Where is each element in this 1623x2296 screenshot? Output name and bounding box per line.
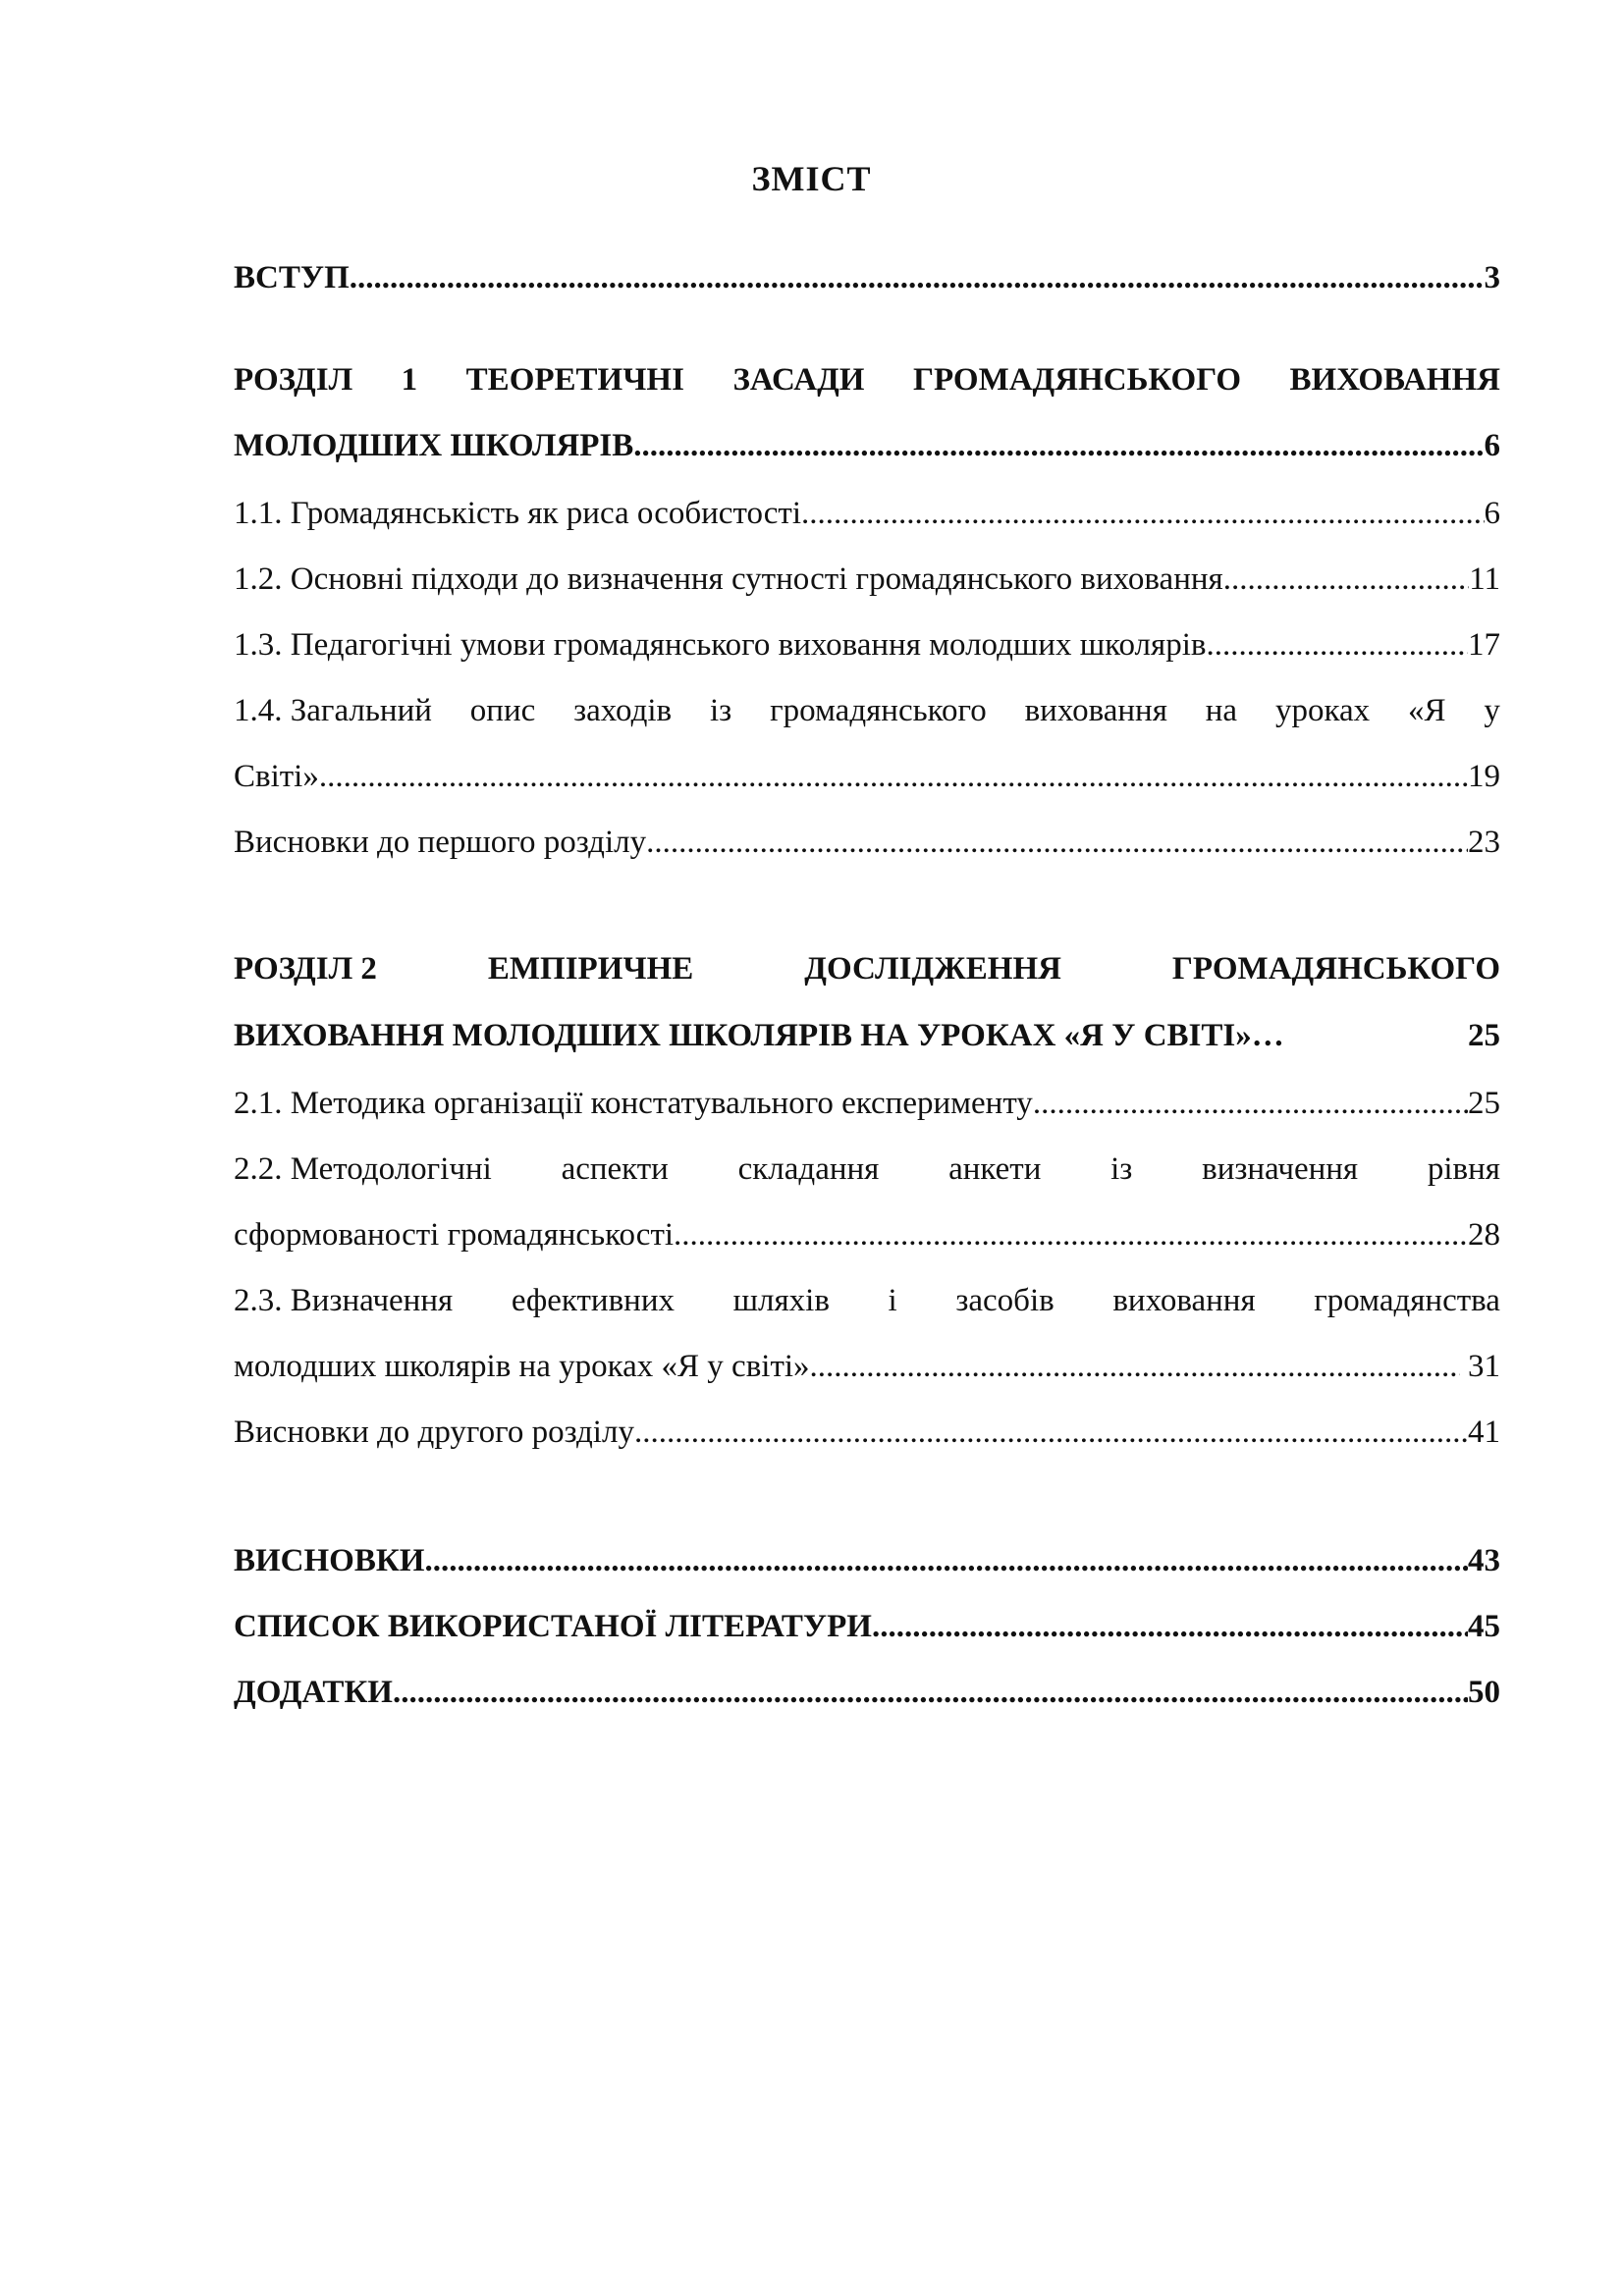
- toc-word: громадянства: [1314, 1283, 1500, 1318]
- toc-entry-chapter1-conclusions[interactable]: [234, 819, 1500, 866]
- toc-entry-label: 2.1. Методика організації констатувального експерименту: [234, 1086, 1033, 1121]
- toc-page-number: 43: [1468, 1543, 1500, 1578]
- toc-word: анкети: [948, 1151, 1042, 1187]
- toc-entry-chapter2-conclusions[interactable]: [234, 1409, 1500, 1456]
- toc-entry-2-3-line2[interactable]: [234, 1343, 1500, 1390]
- dot-leader: [872, 1603, 1468, 1650]
- toc-word: складання: [737, 1151, 880, 1187]
- toc-entry-1-4-line1[interactable]: [234, 687, 1500, 734]
- toc-page-number: 3: [1484, 260, 1500, 295]
- toc-chapter1-title-line1[interactable]: [234, 356, 1500, 403]
- toc-word: ЗАСАДИ: [732, 362, 865, 398]
- toc-entry-label: ВИХОВАННЯ МОЛОДШИХ ШКОЛЯРІВ НА УРОКАХ «Я У СВІТІ»…: [234, 1018, 1284, 1053]
- dot-leader: [350, 254, 1485, 301]
- toc-word: на: [1205, 693, 1238, 728]
- toc-word: ЕМПІРИЧНЕ: [487, 951, 694, 987]
- dot-leader: [646, 819, 1468, 866]
- toc-entry-label: ВИСНОВКИ: [234, 1543, 425, 1578]
- toc-entry-intro[interactable]: [234, 254, 1500, 301]
- toc-page-number: 23: [1468, 825, 1500, 860]
- dot-leader: [801, 490, 1485, 537]
- toc-entry-2-2-line2[interactable]: [234, 1211, 1500, 1258]
- toc-entry-label: сформованості громадянськості: [234, 1217, 675, 1253]
- toc-word: ГРОМАДЯНСЬКОГО: [1171, 951, 1500, 987]
- toc-word: заходів: [573, 693, 673, 728]
- toc-word: засобів: [955, 1283, 1055, 1318]
- toc-chapter2-title-line2[interactable]: [234, 1012, 1500, 1059]
- dot-leader: [633, 422, 1484, 469]
- toc-chapter1-title-line2[interactable]: [234, 422, 1500, 469]
- dot-leader: [424, 1537, 1468, 1584]
- toc-page-number: 28: [1468, 1217, 1500, 1253]
- toc-entry-label: 1.1. Громадянськість як риса особистості: [234, 496, 801, 531]
- toc-page-number: 6: [1484, 428, 1500, 463]
- toc-entry-1-3[interactable]: [234, 621, 1500, 668]
- toc-word: визначення: [1202, 1151, 1359, 1187]
- toc-page-number: 6: [1484, 496, 1500, 531]
- toc-word: рівня: [1427, 1151, 1500, 1187]
- dot-leader: [319, 753, 1468, 800]
- toc-word: 1.4. Загальний: [234, 693, 432, 728]
- toc-entry-1-2[interactable]: [234, 556, 1500, 603]
- toc-entry-2-2-line1[interactable]: [234, 1146, 1500, 1193]
- toc-word: 2.3. Визначення: [234, 1283, 454, 1318]
- toc-chapter2-title-line1[interactable]: [234, 945, 1500, 992]
- toc-entry-label: 1.3. Педагогічні умови громадянського виховання молодших школярів: [234, 627, 1207, 663]
- toc-word: виховання: [1024, 693, 1167, 728]
- toc-page-number: 31: [1459, 1349, 1500, 1384]
- toc-page-number: 17: [1468, 627, 1500, 663]
- toc-word: 1: [401, 362, 418, 398]
- toc-word: із: [1110, 1151, 1133, 1187]
- toc-word: виховання: [1112, 1283, 1256, 1318]
- dot-leader: [674, 1211, 1468, 1258]
- toc-word: аспекти: [561, 1151, 669, 1187]
- toc-entry-label: молодших школярів на уроках «Я у світі»: [234, 1349, 810, 1384]
- toc-entry-label: Висновки до другого розділу: [234, 1415, 634, 1450]
- toc-page-number: 25: [1468, 1086, 1500, 1121]
- toc-entry-label: МОЛОДШИХ ШКОЛЯРІВ: [234, 428, 634, 463]
- toc-page-number: 50: [1468, 1675, 1500, 1710]
- toc-page-number: 41: [1468, 1415, 1500, 1450]
- toc-word: у: [1484, 693, 1500, 728]
- toc-entry-2-3-line1[interactable]: [234, 1277, 1500, 1324]
- toc-word: ДОСЛІДЖЕННЯ: [804, 951, 1061, 987]
- dot-leader: [1033, 1080, 1468, 1127]
- toc-word: ТЕОРЕТИЧНІ: [465, 362, 684, 398]
- toc-entry-1-1[interactable]: [234, 490, 1500, 537]
- toc-word: «Я: [1408, 693, 1446, 728]
- toc-entry-conclusions[interactable]: [234, 1537, 1500, 1584]
- toc-page-number: 11: [1469, 561, 1500, 597]
- toc-entry-label: Світі»: [234, 759, 319, 794]
- toc-entry-label: Висновки до першого розділу: [234, 825, 647, 860]
- dot-leader: [810, 1343, 1460, 1390]
- toc-page-number: 25: [1468, 1018, 1500, 1053]
- toc-word: ВИХОВАННЯ: [1289, 362, 1500, 398]
- toc-word: 2.2. Методологічні: [234, 1151, 492, 1187]
- toc-word: із: [710, 693, 732, 728]
- toc-entry-references[interactable]: [234, 1603, 1500, 1650]
- toc-word: і: [888, 1283, 897, 1318]
- toc-page-number: 45: [1468, 1609, 1500, 1644]
- toc-word: уроках: [1274, 693, 1371, 728]
- dot-leader: [1206, 621, 1468, 668]
- toc-word: громадянського: [770, 693, 987, 728]
- dot-leader: [393, 1669, 1468, 1716]
- toc-page-number: 19: [1468, 759, 1500, 794]
- toc-entry-label: ВСТУП: [234, 260, 350, 295]
- dot-leader: [634, 1409, 1468, 1456]
- dot-leader: [1223, 556, 1470, 603]
- page-title: ЗМІСТ: [751, 159, 872, 198]
- toc-entry-1-4-line2[interactable]: [234, 753, 1500, 800]
- toc-word: шляхів: [732, 1283, 830, 1318]
- toc-word: опис: [469, 693, 536, 728]
- toc-entry-appendices[interactable]: [234, 1669, 1500, 1716]
- toc-entry-2-1[interactable]: [234, 1080, 1500, 1127]
- toc-word: РОЗДІЛ: [234, 362, 353, 398]
- toc-word: ефективних: [511, 1283, 675, 1318]
- toc-word: РОЗДІЛ 2: [234, 951, 377, 987]
- toc-entry-label: ДОДАТКИ: [234, 1675, 393, 1710]
- toc-word: ГРОМАДЯНСЬКОГО: [912, 362, 1242, 398]
- toc-entry-label: СПИСОК ВИКОРИСТАНОЇ ЛІТЕРАТУРИ: [234, 1609, 872, 1644]
- toc-entry-label: 1.2. Основні підходи до визначення сутності громадянського виховання: [234, 561, 1223, 597]
